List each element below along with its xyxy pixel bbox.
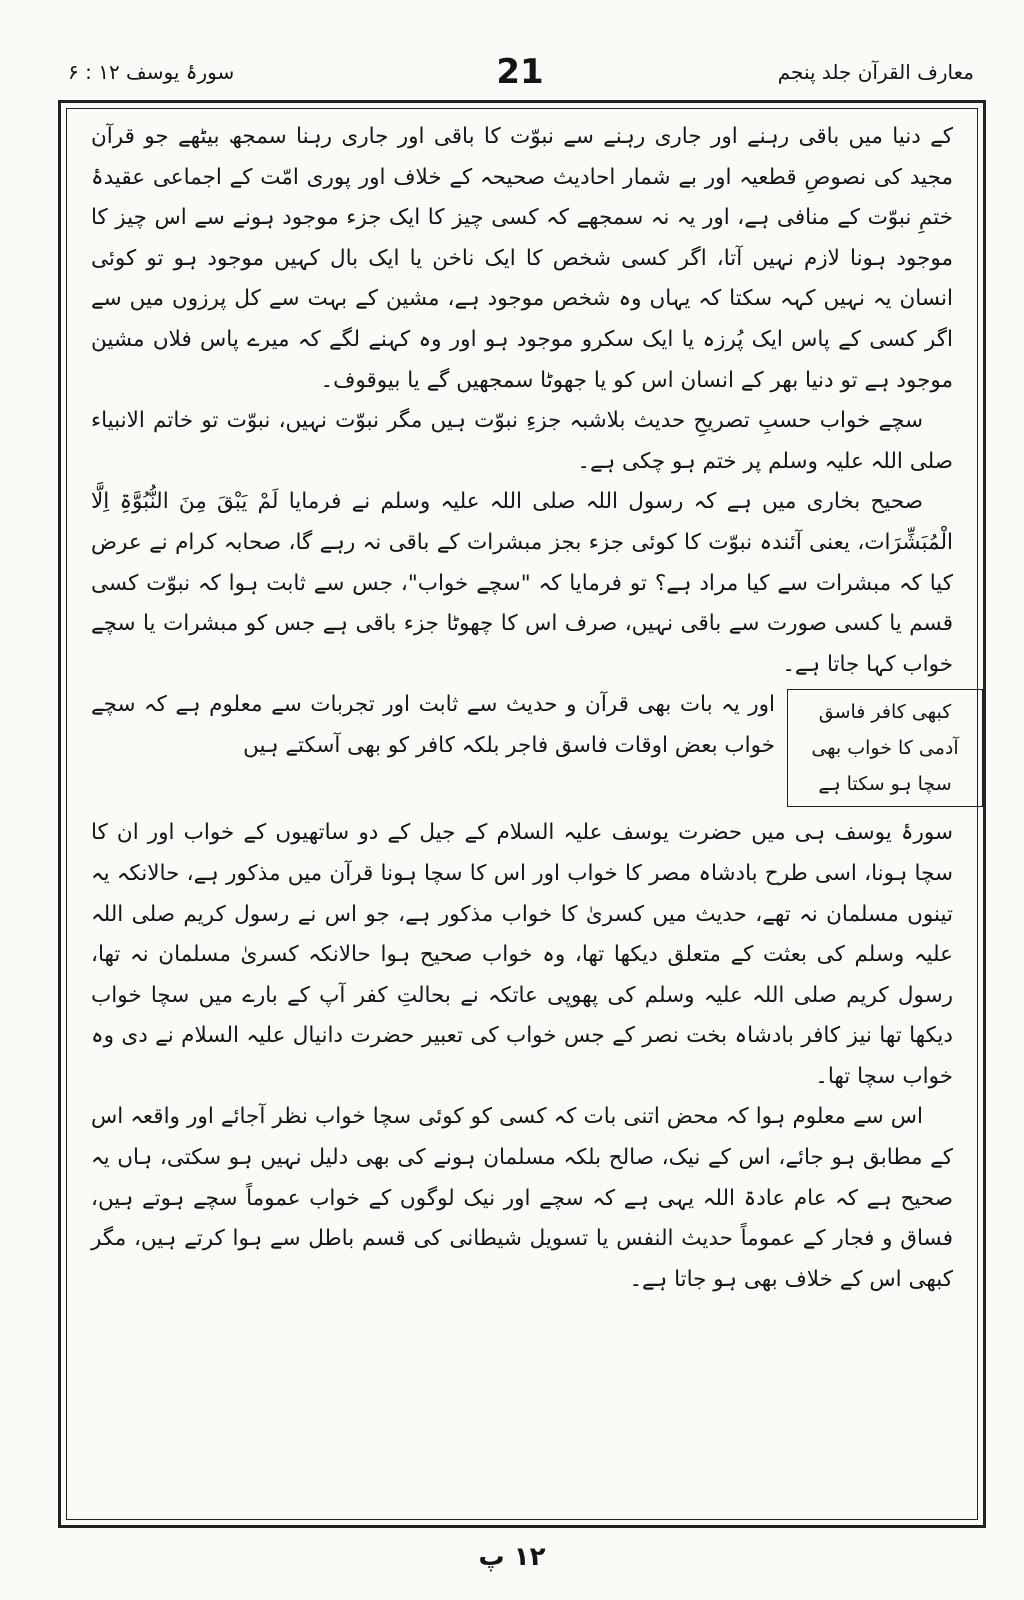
side-note-section: [91, 685, 959, 813]
page-border: [58, 100, 986, 1528]
surah-reference: سورۂ یوسف ۱۲ : ۶: [68, 60, 235, 84]
paragraph: اس سے معلوم ہوا کہ محض اتنی بات کہ کسی کو کوئی سچا خواب نظر آجائے اور واقعہ اس کے مطابق ہو جائے، اس کے نیک، صالح بلکہ مسلمان ہونے کی بھی دلیل نہیں ہو سکتی، ہاں یہ صحیح ہے کہ عام عادۃ اللہ یہی ہے کہ سچے اور نیک لوگوں کے خواب عموماً سچے ہوتے ہیں، فساق و فجار کے عموماً حدیث النفس یا تسویل شیطانی کی قسم باطل سے ہوا کرتے ہیں، مگر کبھی اس کے خلاف بھی ہو جاتا ہے۔: [91, 1104, 953, 1292]
side-paragraph: اور یہ بات بھی قرآن و حدیث سے ثابت اور تجربات سے معلوم ہے کہ سچے خواب بعض اوقات فاسق فاجر بلکہ کافر کو بھی آسکتے ہیں: [91, 692, 775, 758]
side-heading-box: کبھی کافر فاسق آدمی کا خواب بھی سچا ہو سکتا ہے: [787, 689, 983, 807]
paragraph: سچے خواب حسبِ تصریحِ حدیث بلاشبہ جزءِ نبوّت ہیں مگر نبوّت نہیں، نبوّت تو خاتم الانبیاء صلی اللہ علیہ وسلم پر ختم ہو چکی ہے۔: [91, 408, 953, 474]
part-marker: ۱۲ پ: [478, 1542, 546, 1572]
paragraph: صحیح بخاری میں ہے کہ رسول اللہ صلی اللہ علیہ وسلم نے فرمایا لَمْ یَبْقَ مِنَ النُّبُوَّۃِ اِلَّا الْمُبَشِّرَات، یعنی آئندہ نبوّت کا کوئی جزء بجز مبشرات کے باقی نہ رہے گا، صحابہ کرام نے عرض کیا کہ مبشرات سے کیا مراد ہے؟ تو فرمایا کہ "سچے خواب"، جس سے ثابت ہوا کہ نبوّت کسی قسم یا کسی صورت سے باقی نہیں، صرف اس کا چھوٹا جزء باقی ہے جس کو مبشرات یا سچے خواب کہا جاتا ہے۔: [91, 489, 953, 677]
page-text: [91, 117, 959, 1515]
page-header: [60, 52, 980, 102]
book-title: معارف القرآن جلد پنجم: [777, 60, 974, 84]
paragraph: کے دنیا میں باقی رہنے اور جاری رہنے سے نبوّت کا باقی اور جاری رہنا سمجھ بیٹھے جو قرآن مجید کی نصوصِ قطعیہ اور بے شمار احادیث صحیحہ کے خلاف اور پوری امّت کے اجماعی عقیدۂ ختمِ نبوّت کے منافی ہے، اور یہ نہ سمجھے کہ کسی چیز کا ایک جزء موجود ہونے سے اس چیز کا موجود ہونا لازم نہیں آتا، اگر کسی شخص کا ایک ناخن یا ایک بال کہیں موجود ہو تو کوئی انسان یہ نہیں کہہ سکتا کہ یہاں وہ شخص موجود ہے، مشین کے بہت سے کل پرزوں میں سے اگر کسی کے پاس ایک پُرزہ یا ایک سکرو موجود ہو اور وہ کہنے لگے کہ میرے پاس فلاں مشین موجود ہے تو دنیا بھر کے انسان اس کو یا جھوٹا سمجھیں گے یا بیوقوف۔: [91, 124, 953, 393]
paragraph: سورۂ یوسف ہی میں حضرت یوسف علیہ السلام کے جیل کے دو ساتھیوں کے خواب اور ان کا سچا ہونا، اسی طرح بادشاہ مصر کا خواب اور اس کا سچا ہونا قرآن میں مذکور ہے، حالانکہ یہ تینوں مسلمان نہ تھے، حدیث میں کسریٰ کا خواب مذکور ہے، جو اس نے رسول کریم صلی اللہ علیہ وسلم کی بعثت کے متعلق دیکھا تھا، وہ خواب صحیح ہوا حالانکہ کسریٰ مسلمان نہ تھا، رسول کریم صلی اللہ علیہ وسلم کی پھوپی عاتکہ نے بحالتِ کفر آپ کے بارے میں سچا خواب دیکھا تھا نیز کافر بادشاہ بخت نصر کے جس خواب کی تعبیر حضرت دانیال علیہ السلام نے دی وہ خواب سچا تھا۔: [91, 820, 953, 1089]
page-number: 21: [496, 52, 544, 92]
